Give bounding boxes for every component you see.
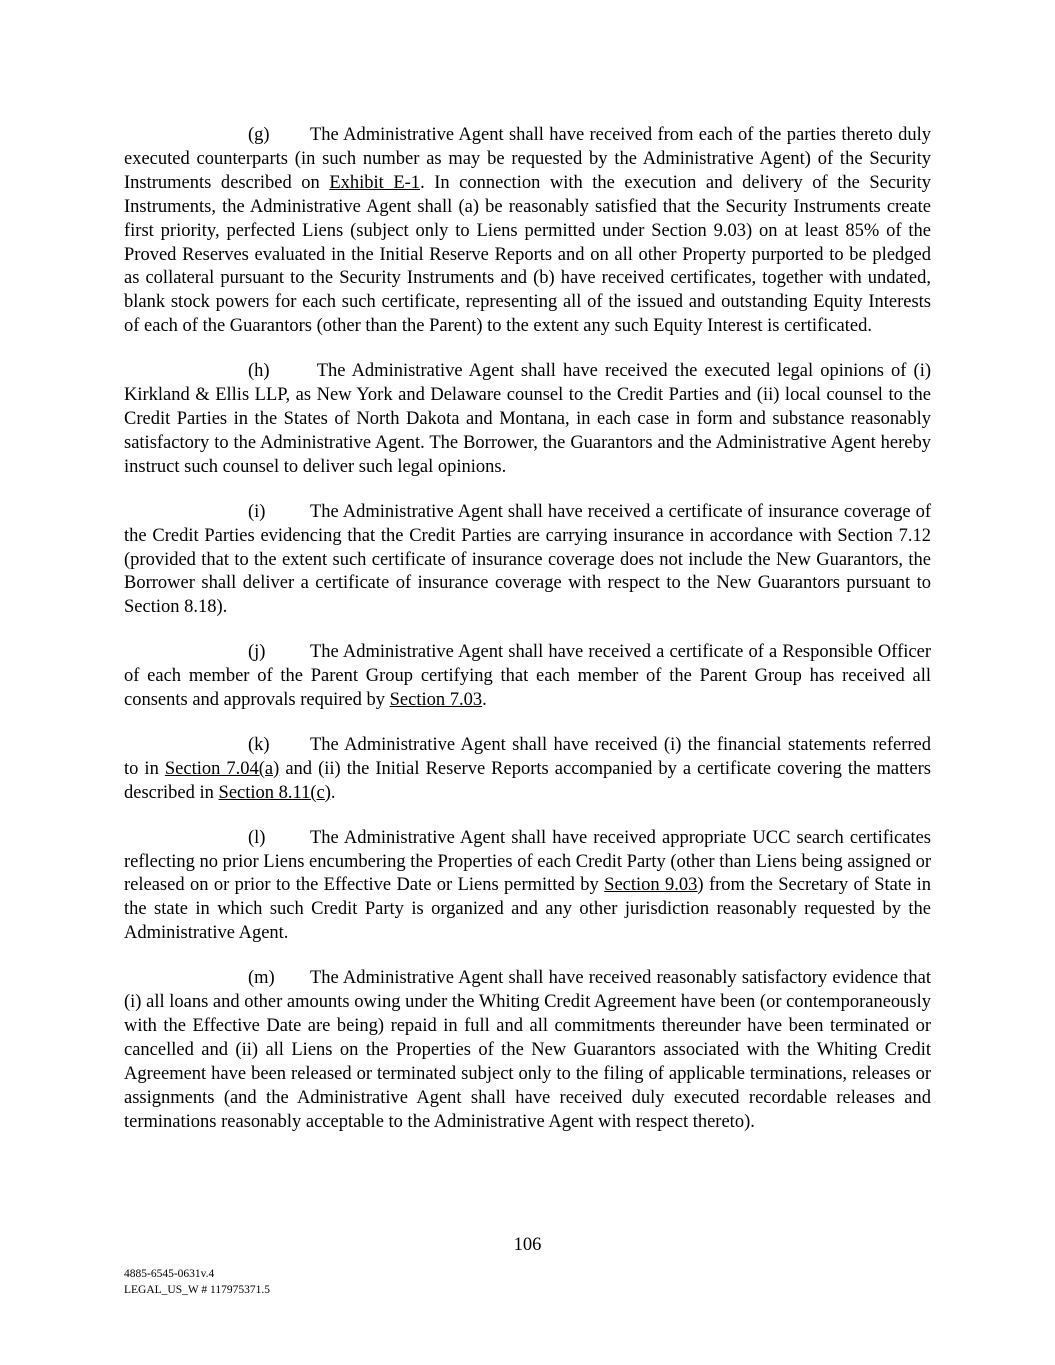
section-reference: Section 7.03 <box>389 690 483 711</box>
clause-label: (h) <box>248 361 270 382</box>
footer-legal-id: LEGAL_US_W # 117975371.5 <box>124 1284 270 1296</box>
clause-paragraph <box>124 501 931 621</box>
document-body <box>124 124 931 1156</box>
clause-paragraph <box>124 967 931 1134</box>
document-footer <box>124 1266 270 1298</box>
clause-text: . <box>330 782 336 803</box>
footer-doc-id: 4885-6545-0631v.4 <box>124 1268 215 1280</box>
clause-text: The Administrative Agent shall have received from each of the parties thereto duly executed counterparts (in such number as may be requested by the Administrative Agent) of the Security Instruments described on <box>124 125 931 193</box>
clause-paragraph <box>124 734 931 806</box>
clause-text: The Administrative Agent shall have received a certificate of a Responsible Officer of each member of the Parent Group certifying that each member of the Parent Group has received all consents and approvals required by <box>124 642 931 711</box>
clause-label: (j) <box>248 642 266 663</box>
clause-text: ) from the Secretary of State in the state in which such Credit Party is organized and any other jurisdiction reasonably requested by the Administrative Agent. <box>124 875 931 944</box>
clause-text: and (ii) the Initial Reserve Reports accompanied by a certificate covering the matters described in <box>124 758 931 803</box>
clause-text: . <box>482 690 487 711</box>
section-reference: Section 8.11(c) <box>218 782 331 803</box>
clause-text: . In connection with the execution and delivery of the Security Instruments, the Administrative Agent shall (a) be reasonably satisfied that the Security Instruments create first priority, perfected Liens (subject only to Liens permitted under Section 9.03) on at least 85% of the Proved Reserves evaluated in the Initial Reserve Reports and on all other Property purported to be pledged as collateral pursuant to the Security Instruments and (b) have received certificates, together with undated, blank stock powers for each such certificate, representing all of the issued and outstanding Equity Interests of each of the Guarantors (other than the Parent) to the extent any such Equity Interest is certificated. <box>124 172 931 337</box>
section-reference: Section 9.03 <box>604 875 698 896</box>
clause-label: (g) <box>248 125 270 145</box>
clause-label: (m) <box>248 968 275 989</box>
clause-text: The Administrative Agent shall have received (i) the financial statements referred to in <box>124 734 931 779</box>
clause-label: (k) <box>248 734 270 755</box>
clause-text: The Administrative Agent shall have received a certificate of insurance coverage of the Credit Parties evidencing that the Credit Parties are carrying insurance in accordance with Section 7.12 (provided that to the extent such certificate of insurance coverage does not include the New Guarantors, the Borrower shall deliver a certificate of insurance coverage with respect to the New Guarantors pursuant to Section 8.18). <box>124 501 931 618</box>
clause-label: (l) <box>248 827 266 848</box>
clause-text: The Administrative Agent shall have received appropriate UCC search certificates reflecting no prior Liens encumbering the Properties of each Credit Party (other than Liens being assigned or released on or prior to the Effective Date or Liens permitted by <box>124 827 931 896</box>
section-reference: Section 7.04(a) <box>164 758 280 779</box>
page-number: 106 <box>513 1235 542 1255</box>
clause-text: The Administrative Agent shall have received reasonably satisfactory evidence that (i) all loans and other amounts owing under the Whiting Credit Agreement have been (or contemporaneously with the Effective Date are being) repaid in full and all commitments thereunder have been terminated or cancelled and (ii) all Liens on the Properties of the New Guarantors associated with the Whiting Credit Agreement have been released or terminated subject only to the filing of applicable terminations, releases or assignments (and the Administrative Agent shall have received duly executed recordable releases and terminations reasonably acceptable to the Administrative Agent with respect thereto). <box>124 968 931 1132</box>
section-reference: Exhibit E-1 <box>329 172 421 193</box>
clause-paragraph <box>124 827 931 947</box>
clause-label: (i) <box>248 501 266 522</box>
clause-paragraph <box>124 641 931 713</box>
clause-paragraph <box>124 360 931 480</box>
clause-paragraph <box>124 124 931 339</box>
clause-text: The Administrative Agent shall have received the executed legal opinions of (i) Kirkland & Ellis LLP, as New York and Delaware counsel to the Credit Parties and (ii) local counsel to the Credit Parties in the States of North Dakota and Montana, in each case in form and substance reasonably satisfactory to the Administrative Agent. The Borrower, the Guarantors and the Administrative Agent hereby instruct such counsel to deliver such legal opinions. <box>124 361 931 477</box>
